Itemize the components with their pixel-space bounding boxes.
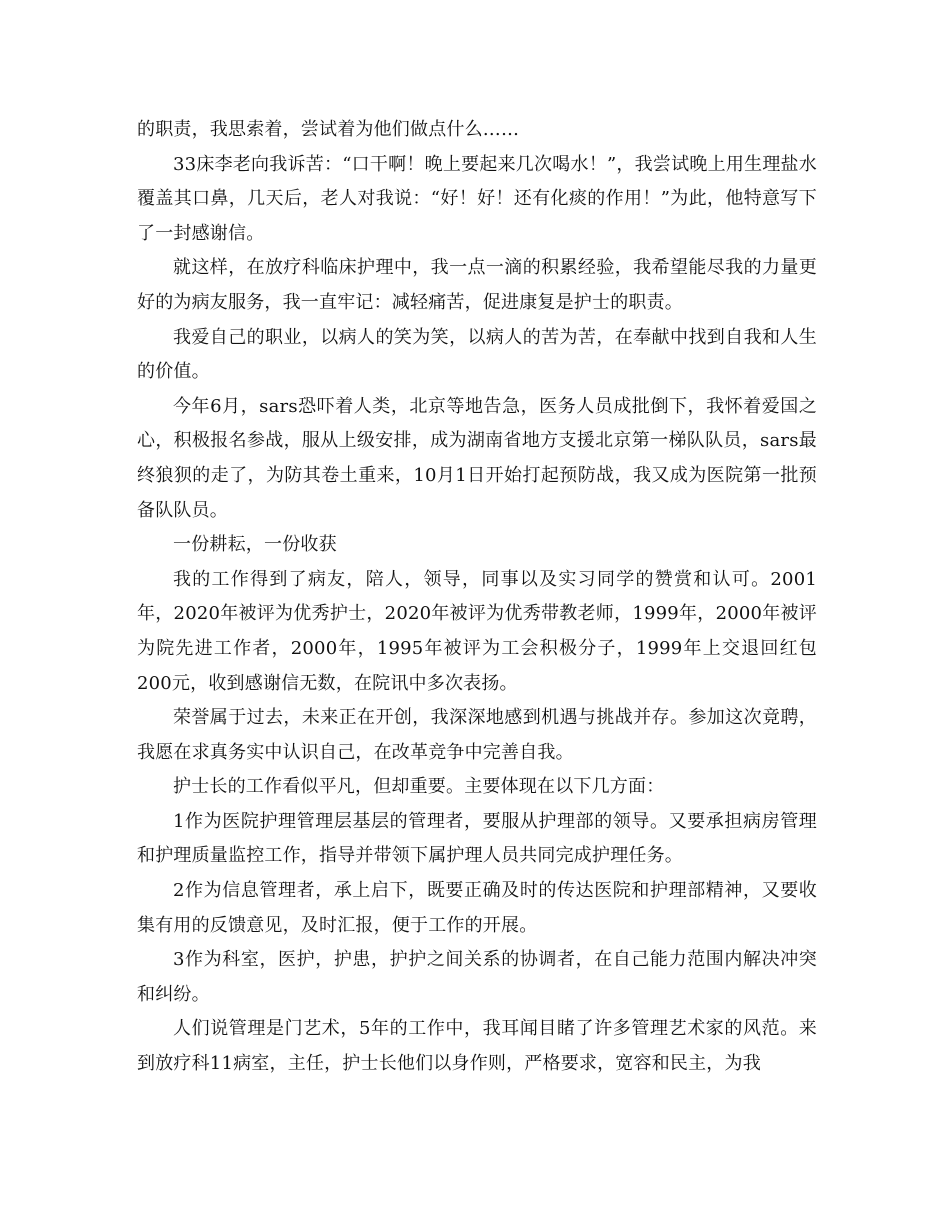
- paragraph-13: 人们说管理是门艺术，5年的工作中，我耳闻目睹了许多管理艺术家的风范。来到放疗科11病室，主任，护士长他们以身作则，严格要求，宽容和民主，为我: [137, 1018, 817, 1075]
- list-item-3: 3作为科室，医护，护患，护护之间关系的协调者，在自己能力范围内解决冲突和纠纷。: [137, 949, 817, 1005]
- paragraph-9: 护士长的工作看似平凡，但却重要。主要体现在以下几方面：: [173, 776, 665, 798]
- paragraph-7: 我的工作得到了病友，陪人，领导，同事以及实习同学的赞赏和认可。2001年，2020年被评为优秀护士，2020年被评为优秀带教老师，1999年，2000年被评为院先进工作者，2000年，1995年被评为工会积极分子，1999年上交退回红包200元，收到感谢信无数，在院讯中多次表扬。: [137, 568, 817, 694]
- paragraph-2: 33床李老向我诉苦：“口干啊！晚上要起来几次喝水！”，我尝试晚上用生理盐水覆盖其口鼻，几天后，老人对我说：“好！好！还有化痰的作用！”为此，他特意写下了一封感谢信。: [137, 153, 817, 244]
- paragraph-1: 的职责，我思索着，尝试着为他们做点什么……: [137, 119, 520, 140]
- list-item-2: 2作为信息管理者，承上启下，既要正确及时的传达医院和护理部精神，又要收集有用的反馈意见，及时汇报，便于工作的开展。: [137, 880, 817, 936]
- document-body: [137, 113, 817, 1082]
- paragraph-8: 荣誉属于过去，未来正在开创，我深深地感到机遇与挑战并存。参加这次竟聘，我愿在求真务实中认识自己，在改革竞争中完善自我。: [137, 707, 817, 763]
- paragraph-4: 我爱自己的职业，以病人的笑为笑，以病人的苦为苦，在奉献中找到自我和人生的价值。: [137, 326, 817, 383]
- section-heading: 一份耕耘，一份收获: [173, 534, 337, 556]
- list-item-1: 1作为医院护理管理层基层的管理者，要服从护理部的领导。又要承担病房管理和护理质量监控工作，指导并带领下属护理人员共同完成护理任务。: [137, 810, 817, 867]
- paragraph-5: 今年6月，sars恐吓着人类，北京等地告急，医务人员成批倒下，我怀着爱国之心，积极报名参战，服从上级安排，成为湖南省地方支援北京第一梯队队员，sars最终狼狈的走了，为防其卷土重来，10月1日开始打起预防战，我又成为医院第一批预备队队员。: [137, 395, 817, 521]
- paragraph-3: 就这样，在放疗科临床护理中，我一点一滴的积累经验，我希望能尽我的力量更好的为病友服务，我一直牢记：减轻痛苦，促进康复是护士的职责。: [137, 257, 817, 313]
